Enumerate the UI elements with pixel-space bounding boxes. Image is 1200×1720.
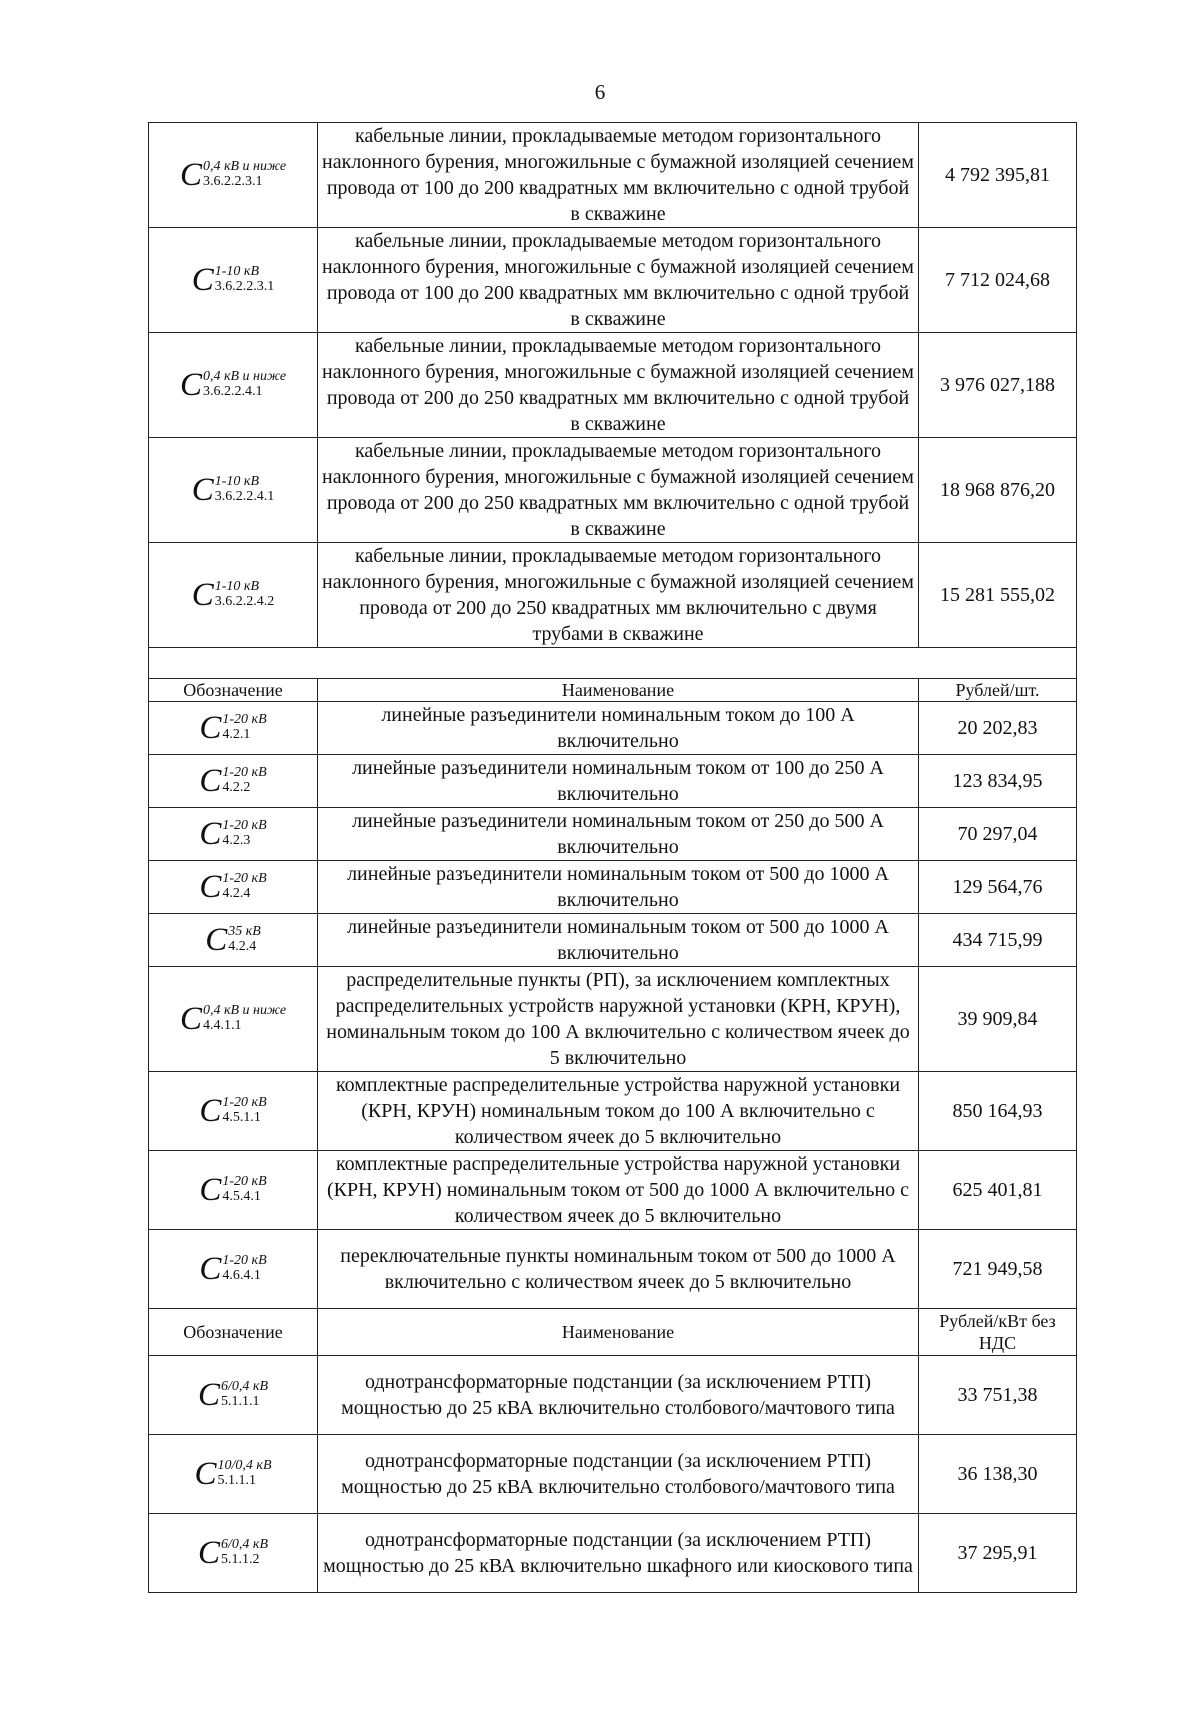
value-cell: 18 968 876,20 bbox=[919, 438, 1077, 543]
value-cell: 33 751,38 bbox=[919, 1356, 1077, 1435]
empty-cell bbox=[149, 648, 1077, 679]
description-cell: линейные разъединители номинальным током от 500 до 1000 А включительно bbox=[318, 861, 919, 914]
rate-symbol: C 0,4 кВ и ниже 3.6.2.2.4.1 bbox=[179, 366, 287, 403]
table-row bbox=[149, 967, 1077, 1072]
description-cell: переключательные пункты номинальным током от 500 до 1000 А включительно с количеством ячеек до 5 включительно bbox=[318, 1230, 919, 1309]
designation-cell bbox=[149, 914, 318, 967]
table-row bbox=[149, 438, 1077, 543]
tariff-table bbox=[148, 122, 1077, 1593]
description-cell: комплектные распределительные устройства наружной установки (КРН, КРУН) номинальным током от 500 до 1000 А включительно с количеством ячеек до 5 включительно bbox=[318, 1151, 919, 1230]
column-header-name: Наименование bbox=[318, 1309, 919, 1356]
designation-cell bbox=[149, 755, 318, 808]
description-cell: кабельные линии, прокладываемые методом горизонтального наклонного бурения, многожильные с бумажной изоляцией сечением провода от 200 до 250 квадратных мм включительно с двумя трубами в скважине bbox=[318, 543, 919, 648]
header-row bbox=[149, 679, 1077, 702]
table-row bbox=[149, 861, 1077, 914]
designation-cell bbox=[149, 808, 318, 861]
designation-cell bbox=[149, 438, 318, 543]
description-cell: распределительные пункты (РП), за исключением комплектных распределительных устройств наружной установки (КРН, КРУН), номинальным током до 100 А включительно с количеством ячеек до 5 включительно bbox=[318, 967, 919, 1072]
value-cell: 4 792 395,81 bbox=[919, 123, 1077, 228]
rate-symbol: C 1-10 кВ 3.6.2.2.4.1 bbox=[191, 471, 275, 508]
rate-symbol: C 10/0,4 кВ 5.1.1.1 bbox=[194, 1455, 272, 1492]
value-cell: 3 976 027,188 bbox=[919, 333, 1077, 438]
rate-symbol: C 0,4 кВ и ниже 4.4.1.1 bbox=[179, 1000, 287, 1037]
designation-cell bbox=[149, 543, 318, 648]
table-row bbox=[149, 808, 1077, 861]
table-row bbox=[149, 333, 1077, 438]
value-cell: 123 834,95 bbox=[919, 755, 1077, 808]
table-row bbox=[149, 914, 1077, 967]
rate-symbol: C 1-10 кВ 3.6.2.2.3.1 bbox=[191, 261, 275, 298]
value-cell: 434 715,99 bbox=[919, 914, 1077, 967]
designation-cell bbox=[149, 333, 318, 438]
column-header-unit: Рублей/кВт без НДС bbox=[919, 1309, 1077, 1356]
designation-cell bbox=[149, 1151, 318, 1230]
rate-symbol: C 1-20 кВ 4.2.3 bbox=[199, 815, 267, 852]
description-cell: однотрансформаторные подстанции (за исключением РТП) мощностью до 25 кВА включительно столбового/мачтового типа bbox=[318, 1435, 919, 1514]
designation-cell bbox=[149, 123, 318, 228]
rate-symbol: C 1-20 кВ 4.5.1.1 bbox=[199, 1092, 267, 1129]
description-cell: линейные разъединители номинальным током от 250 до 500 А включительно bbox=[318, 808, 919, 861]
description-cell: комплектные распределительные устройства наружной установки (КРН, КРУН) номинальным током до 100 А включительно с количеством ячеек до 5 включительно bbox=[318, 1072, 919, 1151]
description-cell: однотрансформаторные подстанции (за исключением РТП) мощностью до 25 кВА включительно шкафного или киоскового типа bbox=[318, 1514, 919, 1593]
table-row bbox=[149, 1356, 1077, 1435]
description-cell: кабельные линии, прокладываемые методом горизонтального наклонного бурения, многожильные с бумажной изоляцией сечением провода от 100 до 200 квадратных мм включительно с одной трубой в скважине bbox=[318, 123, 919, 228]
rate-symbol: C 1-10 кВ 3.6.2.2.4.2 bbox=[191, 576, 275, 613]
description-cell: линейные разъединители номинальным током от 500 до 1000 А включительно bbox=[318, 914, 919, 967]
table-row bbox=[149, 1151, 1077, 1230]
value-cell: 7 712 024,68 bbox=[919, 228, 1077, 333]
rate-symbol: C 1-20 кВ 4.2.2 bbox=[199, 762, 267, 799]
designation-cell bbox=[149, 861, 318, 914]
rate-symbol: C 6/0,4 кВ 5.1.1.1 bbox=[197, 1376, 268, 1413]
page-number: 6 bbox=[594, 80, 606, 104]
value-cell: 70 297,04 bbox=[919, 808, 1077, 861]
value-cell: 37 295,91 bbox=[919, 1514, 1077, 1593]
description-cell: кабельные линии, прокладываемые методом горизонтального наклонного бурения, многожильные с бумажной изоляцией сечением провода от 100 до 200 квадратных мм включительно с одной трубой в скважине bbox=[318, 228, 919, 333]
designation-cell bbox=[149, 1230, 318, 1309]
header-row bbox=[149, 1309, 1077, 1356]
table-row bbox=[149, 228, 1077, 333]
rate-symbol: C 1-20 кВ 4.6.4.1 bbox=[199, 1250, 267, 1287]
value-cell: 15 281 555,02 bbox=[919, 543, 1077, 648]
table-row bbox=[149, 1514, 1077, 1593]
value-cell: 20 202,83 bbox=[919, 702, 1077, 755]
rate-symbol: C 35 кВ 4.2.4 bbox=[205, 921, 261, 958]
table-row bbox=[149, 1230, 1077, 1309]
table-row bbox=[149, 1435, 1077, 1514]
designation-cell bbox=[149, 1072, 318, 1151]
column-header-designation: Обозначение bbox=[149, 1309, 318, 1356]
spacer-row bbox=[149, 648, 1077, 679]
description-cell: кабельные линии, прокладываемые методом горизонтального наклонного бурения, многожильные с бумажной изоляцией сечением провода от 200 до 250 квадратных мм включительно с одной трубой в скважине bbox=[318, 438, 919, 543]
value-cell: 850 164,93 bbox=[919, 1072, 1077, 1151]
column-header-unit: Рублей/шт. bbox=[919, 679, 1077, 702]
description-cell: линейные разъединители номинальным током до 100 А включительно bbox=[318, 702, 919, 755]
rate-symbol: C 1-20 кВ 4.2.1 bbox=[199, 709, 267, 746]
rate-symbol: C 1-20 кВ 4.5.4.1 bbox=[199, 1171, 267, 1208]
value-cell: 129 564,76 bbox=[919, 861, 1077, 914]
table-row bbox=[149, 1072, 1077, 1151]
table-row bbox=[149, 702, 1077, 755]
table-row bbox=[149, 755, 1077, 808]
designation-cell bbox=[149, 1514, 318, 1593]
designation-cell bbox=[149, 1435, 318, 1514]
rate-symbol: C 6/0,4 кВ 5.1.1.2 bbox=[197, 1534, 268, 1571]
description-cell: линейные разъединители номинальным током от 100 до 250 А включительно bbox=[318, 755, 919, 808]
value-cell: 721 949,58 bbox=[919, 1230, 1077, 1309]
rate-symbol: C 0,4 кВ и ниже 3.6.2.2.3.1 bbox=[179, 156, 287, 193]
column-header-designation: Обозначение bbox=[149, 679, 318, 702]
designation-cell bbox=[149, 702, 318, 755]
table-row bbox=[149, 123, 1077, 228]
value-cell: 39 909,84 bbox=[919, 967, 1077, 1072]
table-row bbox=[149, 543, 1077, 648]
designation-cell bbox=[149, 228, 318, 333]
designation-cell bbox=[149, 1356, 318, 1435]
column-header-name: Наименование bbox=[318, 679, 919, 702]
description-cell: кабельные линии, прокладываемые методом горизонтального наклонного бурения, многожильные с бумажной изоляцией сечением провода от 200 до 250 квадратных мм включительно с одной трубой в скважине bbox=[318, 333, 919, 438]
value-cell: 625 401,81 bbox=[919, 1151, 1077, 1230]
rate-symbol: C 1-20 кВ 4.2.4 bbox=[199, 868, 267, 905]
value-cell: 36 138,30 bbox=[919, 1435, 1077, 1514]
description-cell: однотрансформаторные подстанции (за исключением РТП) мощностью до 25 кВА включительно столбового/мачтового типа bbox=[318, 1356, 919, 1435]
designation-cell bbox=[149, 967, 318, 1072]
